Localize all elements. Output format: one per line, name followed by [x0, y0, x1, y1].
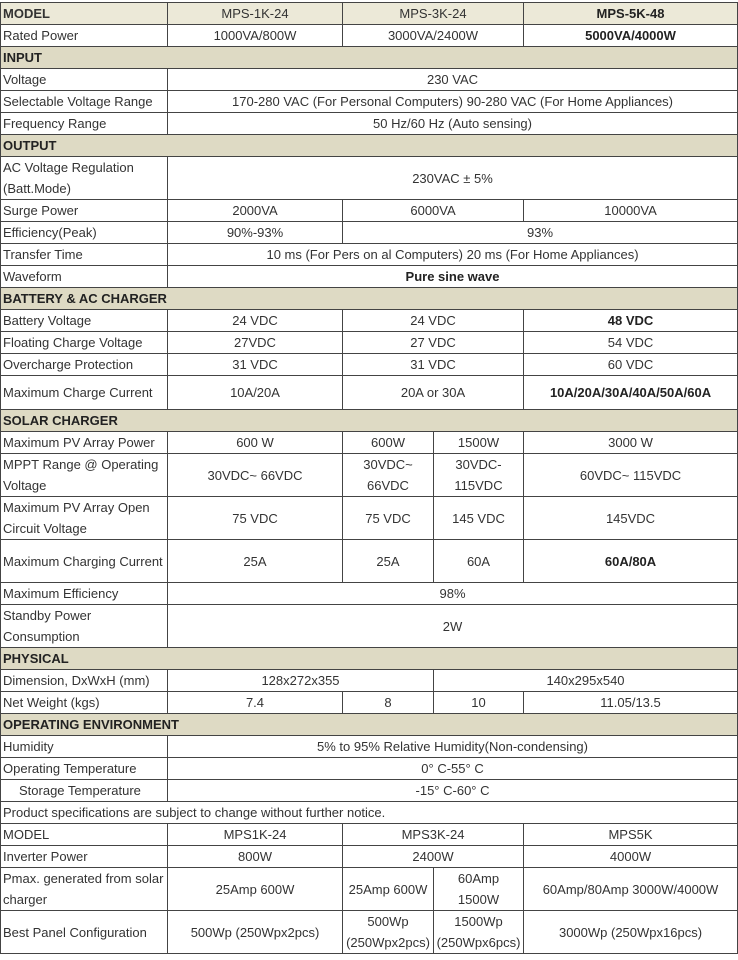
spec-row-operating-temperature — [1, 758, 738, 780]
spec-row-selectable-voltage-range — [1, 91, 738, 113]
spec-label: Voltage — [1, 69, 168, 91]
section-title: BATTERY & AC CHARGER — [1, 288, 738, 310]
spec-value: 10000VA — [524, 200, 738, 222]
spec-label: Humidity — [1, 736, 168, 758]
spec-value: MPS-5K-48 — [524, 3, 738, 25]
spec-value: 93% — [343, 222, 738, 244]
spec-value: 1500W — [434, 432, 524, 454]
spec-value: 24 VDC — [343, 310, 524, 332]
spec-table-body — [1, 3, 738, 954]
spec-value: 5% to 95% Relative Humidity(Non-condensing) — [168, 736, 738, 758]
spec-value: 48 VDC — [524, 310, 738, 332]
spec-label: Dimension, DxWxH (mm) — [1, 670, 168, 692]
spec-value: 2W — [168, 605, 738, 648]
spec-value: 60Amp 1500W — [434, 868, 524, 911]
notice-text: Product specifications are subject to change without further notice. — [1, 802, 738, 824]
section-header-output — [1, 135, 738, 157]
spec-row-storage-temperature — [1, 780, 738, 802]
spec-value: 230VAC ± 5% — [168, 157, 738, 200]
spec-value: 25Amp 600W — [168, 868, 343, 911]
spec-value: 500Wp (250Wpx2pcs) — [343, 911, 434, 954]
section-header-solar-charger — [1, 410, 738, 432]
spec-label: Inverter Power — [1, 846, 168, 868]
spec-value: 25A — [343, 540, 434, 583]
spec-value: 27 VDC — [343, 332, 524, 354]
spec-value: 800W — [168, 846, 343, 868]
spec-value: 54 VDC — [524, 332, 738, 354]
spec-value: 230 VAC — [168, 69, 738, 91]
section-title: INPUT — [1, 47, 738, 69]
spec-row-inverter-power — [1, 846, 738, 868]
spec-label: Maximum Charging Current — [1, 540, 168, 583]
section-header-physical — [1, 648, 738, 670]
spec-label: Floating Charge Voltage — [1, 332, 168, 354]
spec-row-transfer-time — [1, 244, 738, 266]
spec-label: MODEL — [1, 824, 168, 846]
spec-value: 25Amp 600W — [343, 868, 434, 911]
spec-value: 4000W — [524, 846, 738, 868]
spec-label: Best Panel Configuration — [1, 911, 168, 954]
spec-value: 75 VDC — [168, 497, 343, 540]
spec-row-ac-voltage-regulation-batt-mode — [1, 157, 738, 200]
spec-label: Efficiency(Peak) — [1, 222, 168, 244]
spec-value: 145VDC — [524, 497, 738, 540]
spec-value: -15° C-60° C — [168, 780, 738, 802]
spec-value: MPS1K-24 — [168, 824, 343, 846]
spec-value: 8 — [343, 692, 434, 714]
spec-row-model — [1, 824, 738, 846]
spec-label: Frequency Range — [1, 113, 168, 135]
spec-value: Pure sine wave — [168, 266, 738, 288]
spec-label: Surge Power — [1, 200, 168, 222]
spec-table — [0, 2, 738, 954]
spec-value: 1500Wp (250Wpx6pcs) — [434, 911, 524, 954]
spec-row-efficiency-peak — [1, 222, 738, 244]
spec-value: 500Wp (250Wpx2pcs) — [168, 911, 343, 954]
section-header-input — [1, 47, 738, 69]
spec-value: 27VDC — [168, 332, 343, 354]
spec-value: 3000 W — [524, 432, 738, 454]
spec-row-frequency-range — [1, 113, 738, 135]
spec-row-humidity — [1, 736, 738, 758]
spec-label: Transfer Time — [1, 244, 168, 266]
spec-value: 3000Wp (250Wpx16pcs) — [524, 911, 738, 954]
spec-row-battery-voltage — [1, 310, 738, 332]
spec-value: 140x295x540 — [434, 670, 738, 692]
spec-row-pmax-generated-from-solar-charger — [1, 868, 738, 911]
spec-row-dimension-dxwxh-mm — [1, 670, 738, 692]
spec-label: Maximum Charge Current — [1, 376, 168, 410]
spec-value: 24 VDC — [168, 310, 343, 332]
spec-row-floating-charge-voltage — [1, 332, 738, 354]
spec-value: 50 Hz/60 Hz (Auto sensing) — [168, 113, 738, 135]
spec-value: 90%-93% — [168, 222, 343, 244]
spec-label: Maximum Efficiency — [1, 583, 168, 605]
spec-value: 170-280 VAC (For Personal Computers) 90-280 VAC (For Home Appliances) — [168, 91, 738, 113]
spec-label: Overcharge Protection — [1, 354, 168, 376]
spec-label: Standby Power Consumption — [1, 605, 168, 648]
spec-label: Pmax. generated from solar charger — [1, 868, 168, 911]
spec-value: 31 VDC — [343, 354, 524, 376]
spec-value: 6000VA — [343, 200, 524, 222]
spec-value: 145 VDC — [434, 497, 524, 540]
spec-value: 3000VA/2400W — [343, 25, 524, 47]
spec-value: 30VDC~ 66VDC — [168, 454, 343, 497]
spec-value: 600 W — [168, 432, 343, 454]
spec-label: MODEL — [1, 3, 168, 25]
spec-row-rated-power — [1, 25, 738, 47]
spec-value: 128x272x355 — [168, 670, 434, 692]
spec-value: 7.4 — [168, 692, 343, 714]
spec-label: Selectable Voltage Range — [1, 91, 168, 113]
spec-value: 30VDC~ 66VDC — [343, 454, 434, 497]
spec-label: Waveform — [1, 266, 168, 288]
spec-row-maximum-pv-array-open-circuit-voltage — [1, 497, 738, 540]
spec-value: 11.05/13.5 — [524, 692, 738, 714]
spec-row-voltage — [1, 69, 738, 91]
section-title: PHYSICAL — [1, 648, 738, 670]
spec-row-best-panel-configuration — [1, 911, 738, 954]
spec-row-model — [1, 3, 738, 25]
spec-value: 5000VA/4000W — [524, 25, 738, 47]
spec-label: MPPT Range @ Operating Voltage — [1, 454, 168, 497]
spec-row-surge-power — [1, 200, 738, 222]
spec-label: Storage Temperature — [1, 780, 168, 802]
section-title: OUTPUT — [1, 135, 738, 157]
spec-value: MPS3K-24 — [343, 824, 524, 846]
spec-value: 10A/20A/30A/40A/50A/60A — [524, 376, 738, 410]
spec-row-waveform — [1, 266, 738, 288]
spec-row-net-weight-kgs — [1, 692, 738, 714]
spec-label: Maximum PV Array Power — [1, 432, 168, 454]
spec-value: 25A — [168, 540, 343, 583]
spec-row-maximum-charge-current — [1, 376, 738, 410]
spec-value: 2400W — [343, 846, 524, 868]
spec-row-maximum-efficiency — [1, 583, 738, 605]
spec-value: MPS-1K-24 — [168, 3, 343, 25]
section-header-operating-environment — [1, 714, 738, 736]
spec-value: 98% — [168, 583, 738, 605]
spec-label: AC Voltage Regulation (Batt.Mode) — [1, 157, 168, 200]
section-title: SOLAR CHARGER — [1, 410, 738, 432]
spec-row-maximum-charging-current — [1, 540, 738, 583]
spec-value: 60A/80A — [524, 540, 738, 583]
section-title: OPERATING ENVIRONMENT — [1, 714, 738, 736]
spec-value: 75 VDC — [343, 497, 434, 540]
spec-label: Rated Power — [1, 25, 168, 47]
section-header-battery-ac-charger — [1, 288, 738, 310]
spec-value: 10 ms (For Pers on al Computers) 20 ms (For Home Appliances) — [168, 244, 738, 266]
spec-value: 10 — [434, 692, 524, 714]
spec-row-overcharge-protection — [1, 354, 738, 376]
spec-value: 60 VDC — [524, 354, 738, 376]
spec-label: Battery Voltage — [1, 310, 168, 332]
spec-value: MPS-3K-24 — [343, 3, 524, 25]
spec-value: 60A — [434, 540, 524, 583]
spec-row-maximum-pv-array-power — [1, 432, 738, 454]
spec-value: 60VDC~ 115VDC — [524, 454, 738, 497]
spec-value: 31 VDC — [168, 354, 343, 376]
spec-value: 10A/20A — [168, 376, 343, 410]
spec-label: Maximum PV Array Open Circuit Voltage — [1, 497, 168, 540]
spec-label: Net Weight (kgs) — [1, 692, 168, 714]
spec-value: MPS5K — [524, 824, 738, 846]
spec-value: 0° C-55° C — [168, 758, 738, 780]
spec-value: 600W — [343, 432, 434, 454]
spec-label: Operating Temperature — [1, 758, 168, 780]
spec-value: 20A or 30A — [343, 376, 524, 410]
spec-value: 30VDC- 115VDC — [434, 454, 524, 497]
spec-value: 60Amp/80Amp 3000W/4000W — [524, 868, 738, 911]
spec-value: 1000VA/800W — [168, 25, 343, 47]
spec-row-standby-power-consumption — [1, 605, 738, 648]
spec-row-mppt-range-operating-voltage — [1, 454, 738, 497]
notice-row — [1, 802, 738, 824]
spec-value: 2000VA — [168, 200, 343, 222]
